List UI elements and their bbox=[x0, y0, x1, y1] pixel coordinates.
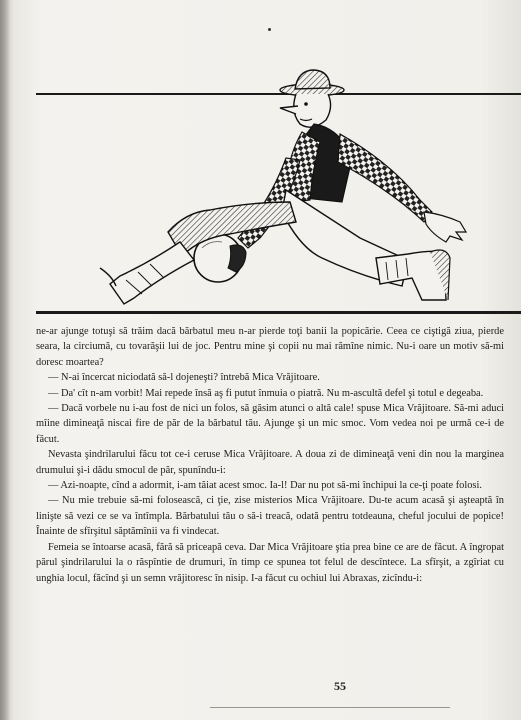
page-number: 55 bbox=[334, 679, 346, 693]
paragraph: Femeia se întoarse acasă, fără să priceapă ceva. Dar Mica Vrăjitoare ştia prea bine ce are de făcut. A îngropat părul şindrilarului la o răspîntie de drumuri, în timp ce spunea tot felul de descîntece. La sfîrşit, a zgîriat cu unghia locul, făcînd şi un semn vrăjitoresc în nisip. I-a făcut cu ochiul lui Abraxas, zicîndu-i: bbox=[36, 541, 504, 584]
back-arm-icon bbox=[338, 134, 432, 222]
back-boot-icon bbox=[110, 242, 194, 304]
back-hand-icon bbox=[424, 212, 466, 242]
footer-rule bbox=[210, 707, 450, 708]
paragraph: — Azi-noapte, cînd a adormit, i-am tăiat acest smoc. Ia-l! Dar nu pot să-mi închipui la ce-ţi poate folosi. bbox=[48, 480, 482, 492]
paragraph: — Nu mie trebuie să-mi folosească, ci ţie, zise misterios Mica Vrăjitoare. Du-te acum acasă şi aşteaptă în linişte să vezi ce se va întîmpla. Bărbatului tău o să-i treacă, odată pentru totdeauna, cheful jocului de popice! Înainte de sfîrşitul săptămînii va fi vindecat. bbox=[36, 495, 504, 538]
paragraph: ne-ar ajunge totuşi să trăim dacă bărbatul meu n-ar pierde toţi banii la popicărie. Ceea ce ciştigă ziua, pierde seara, la circiumă, cu tovarăşii lui de joc. Pentru mine şi copii nu mai rămîne nimic. Nu-i oare un motiv să-mi doresc moartea? bbox=[36, 326, 504, 368]
paragraph: — Da' cît n-am vorbit! Mai repede însă aş fi putut înmuia o piatră. Nu m-ascultă defel şi totul e degeaba. bbox=[48, 387, 484, 399]
hat-icon bbox=[280, 70, 344, 96]
head-icon bbox=[280, 94, 331, 127]
paragraph: — N-ai încercat niciodată să-l dojeneşti? întrebă Mica Vrăjitoare. bbox=[48, 372, 320, 384]
ink-speck bbox=[268, 28, 271, 31]
bowler-illustration bbox=[90, 62, 480, 320]
front-hand-icon bbox=[228, 245, 246, 272]
spine-shadow bbox=[0, 0, 10, 720]
paragraph: Nevasta şindrilarului făcu tot ce-i ceruse Mica Vrăjitoare. A doua zi de dimineaţă veni din nou la marginea drumului şi-i dădu smocul de păr, spunîndu-i: bbox=[36, 449, 504, 476]
body-text bbox=[36, 324, 504, 586]
paragraph: — Dacă vorbele nu i-au fost de nici un folos, să găsim atunci o altă cale! spuse Mica Vrăjitoare. Să-mi aduci mîine dimineaţă niscai fire de păr de la bărbatul tău. Ajunge şi un mic smoc. Vom vedea noi pe urmă ce-i de făcut. bbox=[36, 403, 504, 445]
illustration-bottom-rule bbox=[36, 311, 521, 314]
